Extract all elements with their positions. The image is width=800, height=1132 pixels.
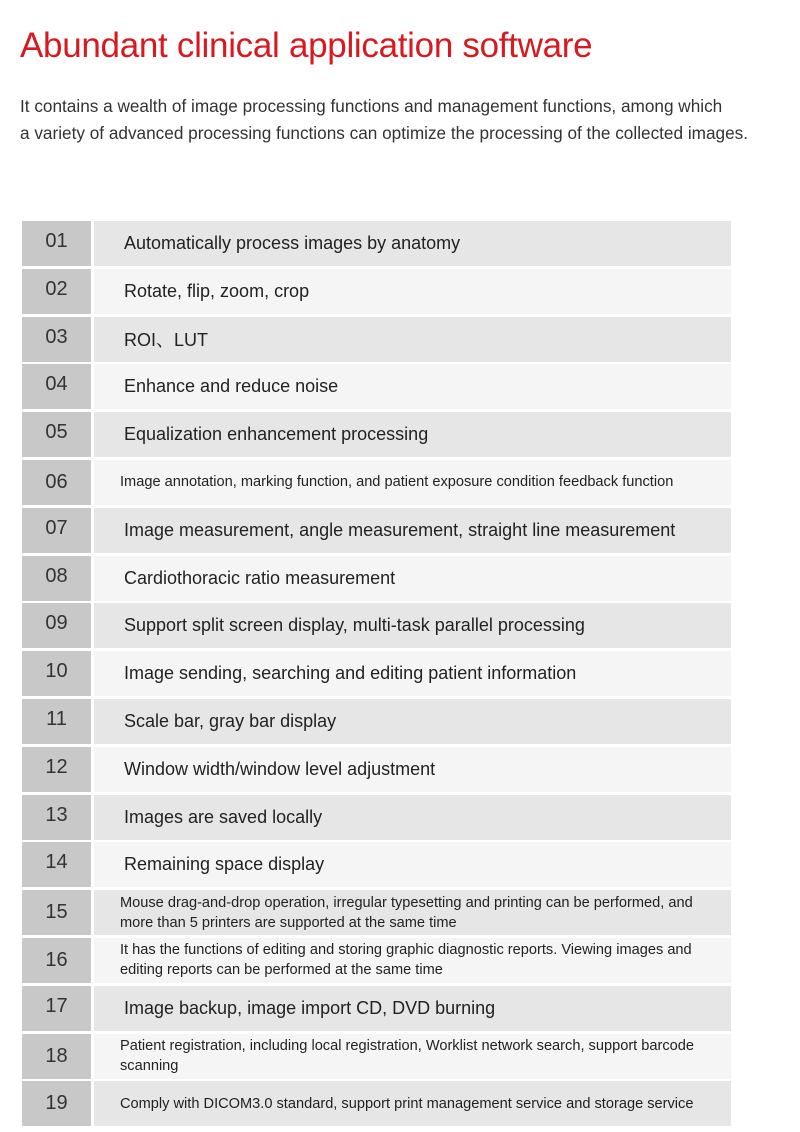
row-number: 18 — [22, 1034, 91, 1079]
table-row — [22, 842, 731, 887]
row-text: Automatically process images by anatomy — [94, 221, 731, 266]
row-text: Rotate, flip, zoom, crop — [94, 269, 731, 314]
row-text: Images are saved locally — [94, 795, 731, 840]
row-number: 08 — [22, 556, 91, 601]
row-text: Enhance and reduce noise — [94, 364, 731, 409]
row-text: Scale bar, gray bar display — [94, 699, 731, 744]
row-number: 04 — [22, 364, 91, 409]
row-text: Image backup, image import CD, DVD burning — [94, 986, 731, 1031]
row-number: 07 — [22, 508, 91, 553]
table-row — [22, 1034, 731, 1079]
table-row — [22, 1081, 731, 1126]
table-row — [22, 508, 731, 553]
table-row — [22, 651, 731, 696]
row-text: Image measurement, angle measurement, straight line measurement — [94, 508, 731, 553]
row-number: 14 — [22, 842, 91, 887]
row-text: Image annotation, marking function, and patient exposure condition feedback function — [94, 460, 731, 505]
table-row — [22, 795, 731, 840]
row-number: 12 — [22, 747, 91, 792]
table-row — [22, 986, 731, 1031]
row-text: Patient registration, including local registration, Worklist network search, support barcode scanning — [94, 1034, 731, 1079]
row-text: Comply with DICOM3.0 standard, support print management service and storage service — [94, 1081, 731, 1126]
table-row — [22, 699, 731, 744]
table-row — [22, 412, 731, 457]
row-number: 06 — [22, 460, 91, 505]
feature-table — [22, 221, 731, 1129]
row-number: 02 — [22, 269, 91, 314]
table-row — [22, 460, 731, 505]
row-number: 09 — [22, 603, 91, 648]
row-text: It has the functions of editing and storing graphic diagnostic reports. Viewing images and editing reports can be performed at the same time — [94, 938, 731, 983]
row-text: Remaining space display — [94, 842, 731, 887]
table-row — [22, 317, 731, 362]
table-row — [22, 556, 731, 601]
row-number: 05 — [22, 412, 91, 457]
table-row — [22, 269, 731, 314]
subtitle-line: It contains a wealth of image processing functions and management functions, among which — [20, 96, 723, 116]
table-row — [22, 603, 731, 648]
row-text: ROI、LUT — [94, 317, 731, 362]
table-row — [22, 221, 731, 266]
table-row — [22, 364, 731, 409]
row-number: 16 — [22, 938, 91, 983]
row-text: Window width/window level adjustment — [94, 747, 731, 792]
row-text: Image sending, searching and editing patient information — [94, 651, 731, 696]
row-number: 01 — [22, 221, 91, 266]
row-number: 10 — [22, 651, 91, 696]
row-number: 17 — [22, 986, 91, 1031]
table-row — [22, 747, 731, 792]
row-number: 13 — [22, 795, 91, 840]
row-number: 15 — [22, 890, 91, 935]
subtitle-line: a variety of advanced processing functions can optimize the processing of the collected images. — [20, 123, 749, 143]
row-text: Cardiothoracic ratio measurement — [94, 556, 731, 601]
row-number: 19 — [22, 1081, 91, 1126]
row-text: Support split screen display, multi-task parallel processing — [94, 603, 731, 648]
table-row — [22, 890, 731, 935]
table-row — [22, 938, 731, 983]
row-text: Mouse drag-and-drop operation, irregular typesetting and printing can be performed, and more than 5 printers are supported at the same time — [94, 890, 731, 935]
row-text: Equalization enhancement processing — [94, 412, 731, 457]
row-number: 03 — [22, 317, 91, 362]
page-subtitle — [20, 93, 800, 147]
row-number: 11 — [22, 699, 91, 744]
page-title: Abundant clinical application software — [20, 26, 593, 65]
